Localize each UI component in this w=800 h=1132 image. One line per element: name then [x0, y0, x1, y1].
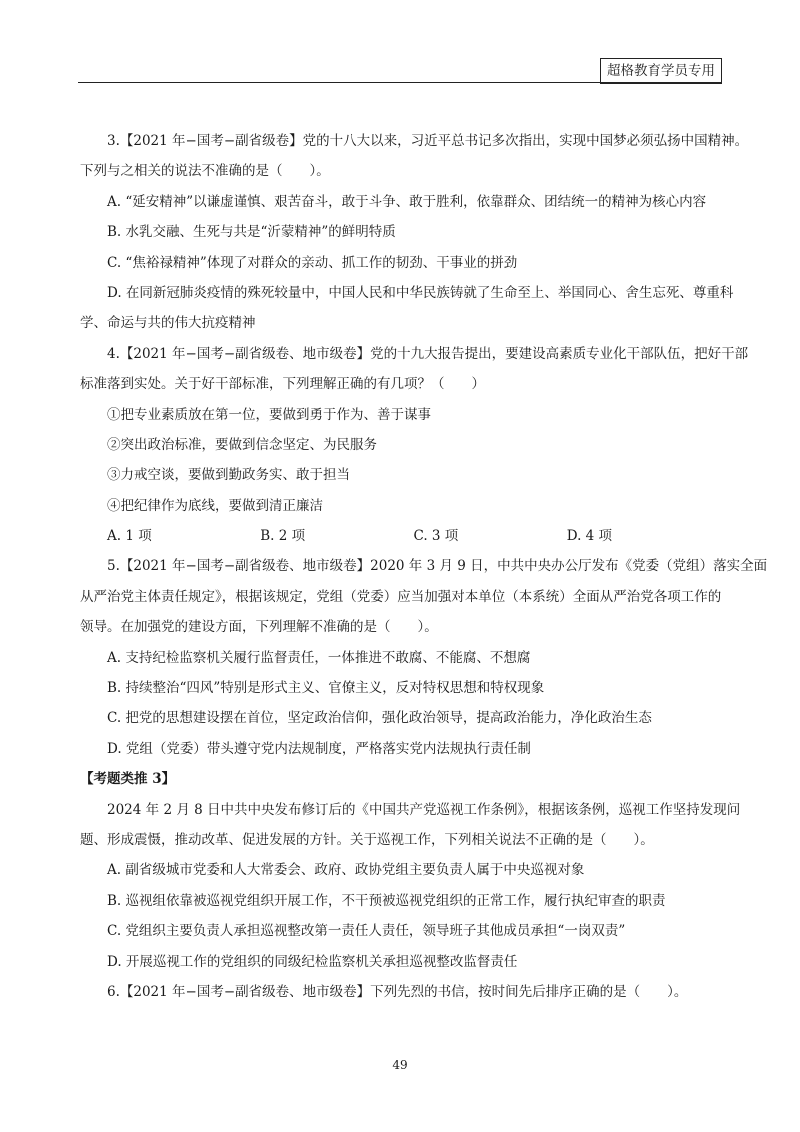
q4-option-a: A. 1 项 [107, 528, 152, 545]
infer-option-b: B. 巡视组依靠被巡视党组织开展工作，不干预被巡视党组织的正常工作，履行执纪审查的职责 [107, 892, 666, 909]
infer-option-d: D. 开展巡视工作的党组织的同级纪检监察机关承担巡视整改监督责任 [107, 953, 518, 970]
q5-option-a: A. 支持纪检监察机关履行监督责任，一体推进不敢腐、不能腐、不想腐 [107, 649, 531, 666]
q4-statement-4: ④把纪律作为底线，要做到清正廉洁 [107, 497, 323, 514]
q4-statement-2: ②突出政治标准，要做到信念坚定、为民服务 [107, 436, 377, 453]
infer-option-c: C. 党组织主要负责人承担巡视整改第一责任人责任，领导班子其他成员承担“一岗双责” [107, 923, 626, 940]
q5-stem-line-3: 领导。在加强党的建设方面，下列理解不准确的是（ ）。 [80, 619, 438, 636]
q3-option-b: B. 水乳交融、生死与共是“沂蒙精神”的鲜明特质 [107, 224, 396, 241]
q3-option-c: C. “焦裕禄精神”体现了对群众的亲动、抓工作的韧劲、干事业的拼劲 [107, 254, 518, 271]
q3-option-d-line-2: 学、命运与共的伟大抗疫精神 [80, 315, 256, 332]
infer-stem-line-1: 2024 年 2 月 8 日中共中央发布修订后的《中国共产党巡视工作条例》，根据该条例，巡视工作坚持发现问 [107, 801, 741, 818]
q4-option-d: D. 4 项 [566, 528, 613, 545]
q5-option-d: D. 党组（党委）带头遵守党内法规制度，严格落实党内法规执行责任制 [107, 740, 531, 757]
q5-option-c: C. 把党的思想建设摆在首位，坚定政治信仰，强化政治领导，提高政治能力，净化政治生态 [107, 710, 652, 727]
q6-stem-line-1: 6.【2021 年−国考−副省级卷、地市级卷】下列先烈的书信，按时间先后排序正确的是（ ）。 [107, 983, 688, 1000]
q3-option-a: A. “延安精神”以谦虚谨慎、艰苦奋斗，敢于斗争、敢于胜利，依靠群众、团结统一的精神为核心内容 [107, 193, 707, 210]
header-rule [78, 82, 722, 83]
q3-stem-line-1: 3.【2021 年−国考−副省级卷】党的十八大以来，习近平总书记多次指出，实现中国梦必须弘扬中国精神。 [107, 133, 749, 149]
page-number: 49 [392, 1058, 408, 1072]
infer-option-a: A. 副省级城市党委和人大常委会、政府、政协党组主要负责人属于中央巡视对象 [107, 862, 585, 879]
page-content [80, 131, 768, 1012]
q4-statement-3: ③力戒空谈，要做到勤政务实、敢于担当 [107, 467, 350, 484]
infer-stem-line-2: 题、形成震慑，推动改革、促进发展的方针。关于巡视工作，下列相关说法不正确的是（ ）。 [80, 831, 654, 848]
q4-stem-line-1: 4.【2021 年−国考−副省级卷、地市级卷】党的十九大报告提出，要建设高素质专业化干部队伍，把好干部 [107, 345, 749, 362]
q5-stem-line-1: 5.【2021 年−国考−副省级卷、地市级卷】2020 年 3 月 9 日，中共中央办公厅发布《党委（党组）落实全面 [107, 558, 768, 575]
q4-options-row [80, 526, 720, 556]
q4-option-c: C. 3 项 [413, 528, 459, 545]
q4-stem-line-2: 标准落到实处。关于好干部标准，下列理解正确的有几项？（ ） [80, 376, 485, 393]
q3-option-d-line-1: D. 在同新冠肺炎疫情的殊死较量中，中国人民和中华民族铸就了生命至上、举国同心、舍生忘死、尊重科 [107, 284, 734, 301]
q5-option-b: B. 持续整治“四风”特别是形式主义、官僚主义，反对特权思想和特权现象 [107, 680, 545, 697]
section-heading: 【考题类推 3】 [80, 771, 176, 788]
q5-stem-line-2: 从严治党主体责任规定》，根据该规定，党组（党委）应当加强对本单位（本系统）全面从严治党各项工作的 [80, 588, 722, 605]
header-label: 超格教育学员专用 [600, 58, 722, 84]
q3-stem-line-2: 下列与之相关的说法不准确的是（ ）。 [80, 163, 330, 180]
q4-statement-1: ①把专业素质放在第一位，要做到勇于作为、善于谋事 [107, 406, 431, 423]
q4-option-b: B. 2 项 [260, 528, 306, 545]
